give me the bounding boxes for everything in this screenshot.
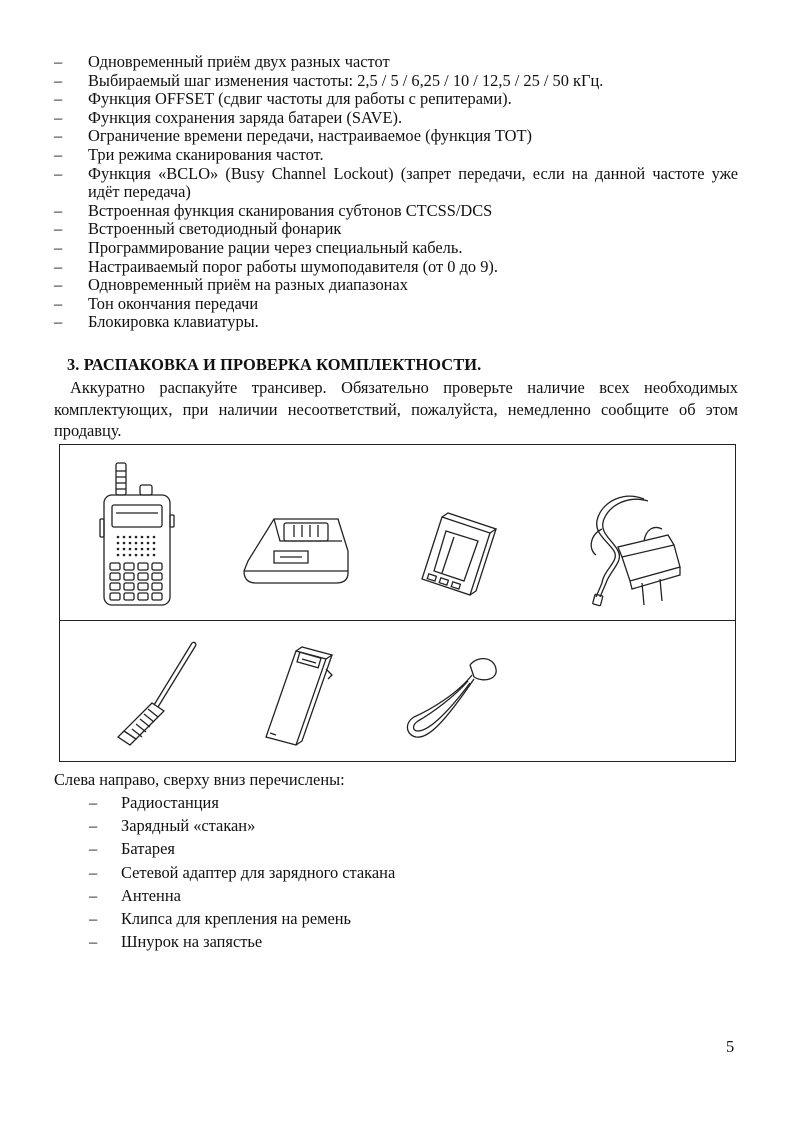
section-title: 3. РАСПАКОВКА И ПРОВЕРКА КОМПЛЕКТНОСТИ. — [67, 355, 482, 374]
list-dash: – — [54, 237, 63, 257]
intro-paragraph: Аккуратно распакуйте трансивер. Обязательно проверьте наличие всех необходимых комплектующих, при наличии несоответствий, пожалуйста, немедленно сообщите об этом продавцу. — [54, 378, 738, 440]
list-item: – Шнурок на запястье — [89, 930, 395, 953]
list-item: – Функция OFFSET (сдвиг частоты для работы с репитерами). — [54, 89, 512, 109]
list-item: – Настраиваемый порог работы шумоподавителя (от 0 до 9). — [54, 256, 498, 276]
list-dash: – — [89, 932, 98, 952]
list-dash: – — [54, 275, 63, 295]
list-item: – Батарея — [89, 837, 395, 860]
list-item: – Антенна — [89, 884, 395, 907]
list-dash: – — [54, 293, 63, 313]
list-dash: – — [54, 144, 63, 164]
list-dash: – — [54, 126, 63, 146]
list-item: – Выбираемый шаг изменения частоты: 2,5 / 5 / 6,25 / 10 / 12,5 / 25 / 50 кГц. — [54, 70, 604, 90]
list-item: – Встроенная функция сканирования субтонов CTCSS/DCS — [54, 200, 493, 220]
list-dash: – — [54, 107, 63, 127]
list-item: – Встроенный светодиодный фонарик — [54, 219, 342, 239]
figure-divider — [60, 620, 735, 621]
list-dash: – — [54, 70, 63, 90]
feature-list — [54, 53, 738, 332]
list-dash: – — [54, 89, 63, 109]
list-item: – Ограничение времени передачи, настраиваемое (функция TOT) — [54, 126, 532, 146]
power-adapter-icon — [584, 489, 694, 609]
list-item: – Функция «BCLO» (Busy Channel Lockout) (запрет передачи, если на данной частоте уже идёт передача) — [54, 163, 738, 202]
list-dash: – — [54, 52, 63, 71]
list-item: – Тон окончания передачи — [54, 293, 259, 313]
list-item: – Блокировка клавиатуры. — [54, 312, 259, 332]
list-item: – Одновременный приём на разных диапазонах — [54, 275, 408, 295]
list-item: – Функция сохранения заряда батареи (SAVE). — [54, 107, 403, 127]
belt-clip-icon — [252, 645, 342, 755]
list-item: – Три режима сканирования частот. — [54, 144, 324, 164]
antenna-icon — [96, 639, 206, 749]
list-dash: – — [54, 163, 63, 183]
list-dash: – — [54, 200, 63, 220]
list-item: – Клипса для крепления на ремень — [89, 907, 395, 930]
list-item: – Сетевой адаптер для зарядного стакана — [89, 861, 395, 884]
wrist-strap-icon — [398, 653, 508, 753]
list-dash: – — [89, 862, 98, 882]
list-dash: – — [54, 256, 63, 276]
figure-caption: Слева направо, сверху вниз перечислены: — [54, 770, 345, 789]
list-item: – Радиостанция — [89, 791, 395, 814]
list-dash: – — [89, 816, 98, 836]
list-dash: – — [89, 909, 98, 929]
components-list — [89, 791, 395, 953]
list-dash: – — [54, 312, 63, 332]
radio-icon — [98, 459, 178, 609]
list-dash: – — [89, 839, 98, 859]
list-dash: – — [89, 885, 98, 905]
package-contents-figure — [59, 444, 736, 762]
list-item: – Программирование рации через специальный кабель. — [54, 237, 463, 257]
list-item: – Одновременный приём двух разных частот — [54, 52, 390, 71]
page-number: 5 — [726, 1037, 735, 1056]
list-dash: – — [54, 219, 63, 239]
list-item: – Зарядный «стакан» — [89, 814, 395, 837]
charging-cradle-icon — [238, 511, 358, 591]
battery-icon — [408, 511, 508, 601]
list-dash: – — [89, 793, 98, 812]
